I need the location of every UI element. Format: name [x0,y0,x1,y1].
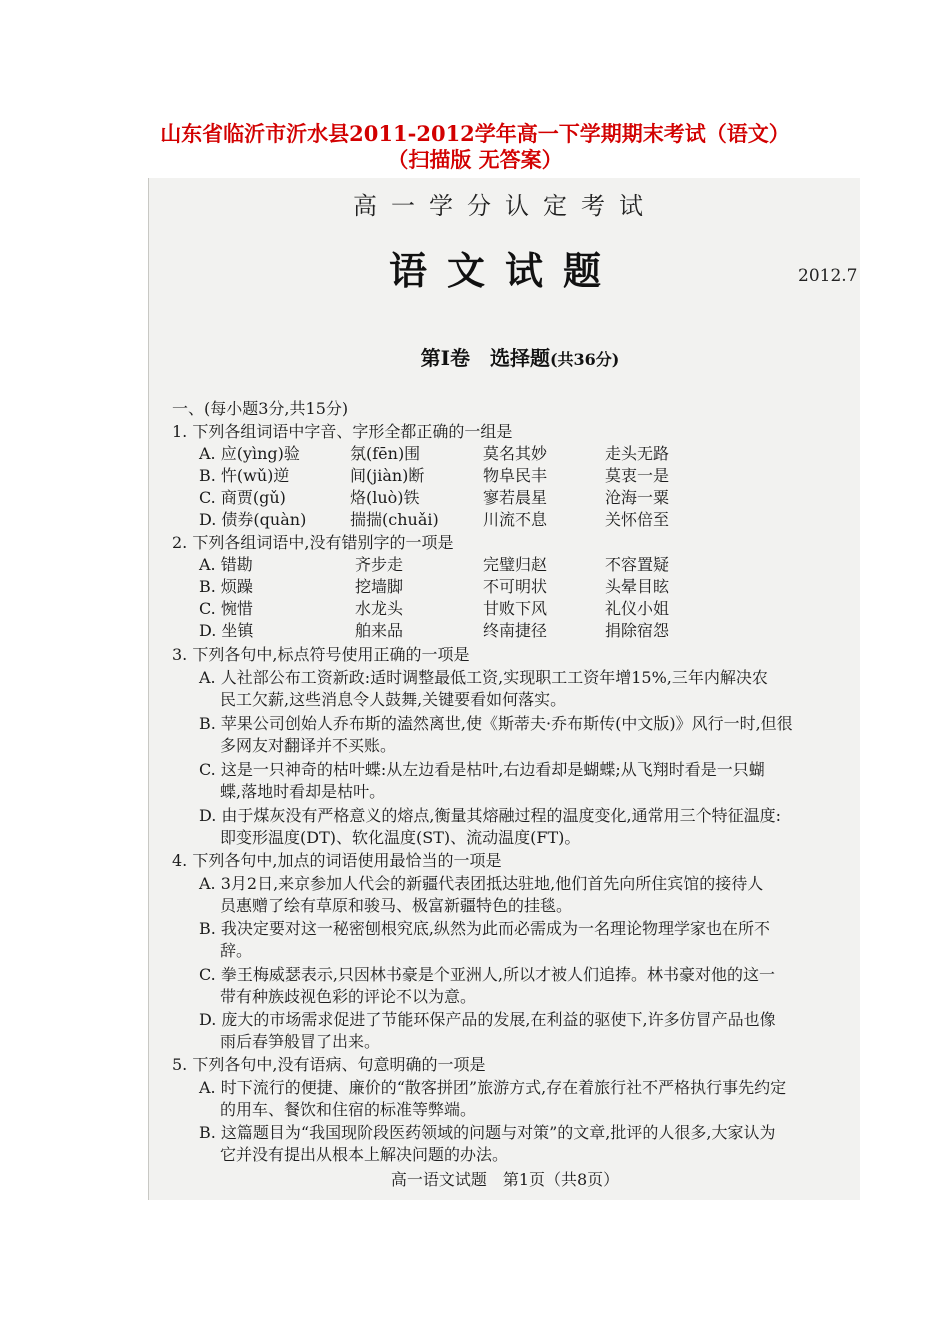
option-cell: 水龙头 [355,599,404,618]
option-cell: A. 应(yìng)验 [199,444,300,463]
option-cell: 间(jiàn)断 [350,466,425,485]
option-text: 它并没有提出从根本上解决问题的办法。 [220,1145,509,1164]
option-cell: 揣揣(chuǎi) [350,510,439,529]
option-cell: 莫衷一是 [605,466,670,485]
document-title-line1: 山东省临沂市沂水县2011-2012学年高一下学期期末考试（语文） [160,121,790,146]
scan-edge [148,178,149,1200]
option-text: 蝶,落地时看却是枯叶。 [220,782,386,801]
option-cell: 完璧归赵 [483,555,548,574]
option-cell: 齐步走 [355,555,404,574]
option-text: A. 人社部公布工资新政:适时调整最低工资,实现职工工资年增15%,三年内解决农 [199,668,768,687]
option-cell: 川流不息 [483,510,548,529]
option-text: C. 拳王梅威瑟表示,只因林书豪是个亚洲人,所以才被人们追捧。林书豪对他的这一 [199,965,776,984]
option-cell: 莫名其妙 [483,444,548,463]
option-cell: 不可明状 [483,577,548,596]
option-cell: 不容置疑 [605,555,670,574]
part-score: (共36分) [549,350,620,369]
option-cell: 氛(fēn)围 [350,444,421,463]
option-cell: 舶来品 [355,621,404,640]
option-cell: A. 错勘 [199,555,253,574]
option-cell: 捐除宿怨 [605,621,670,640]
option-cell: D. 坐镇 [199,621,254,640]
option-cell: C. 惋惜 [199,599,253,618]
option-text: B. 我决定要对这一秘密刨根究底,纵然为此而必需成为一名理论物理学家也在所不 [199,919,771,938]
option-cell: 甘败下风 [483,599,548,618]
page-footer: 高一语文试题 第1页（共8页） [390,1170,620,1189]
option-cell: C. 商贾(gǔ) [199,488,286,507]
option-cell: 走头无路 [605,444,670,463]
option-text: 员惠赠了绘有草原和骏马、极富新疆特色的挂毯。 [220,896,573,915]
option-cell: 礼仪小姐 [605,599,670,618]
option-text: B. 这篇题目为“我国现阶段医药领域的问题与对策”的文章,批评的人很多,大家认为 [199,1123,776,1142]
option-cell: 物阜民丰 [483,466,548,485]
option-text: A. 3月2日,来京参加人代会的新疆代表团抵达驻地,他们首先向所住宾馆的接待人 [199,874,764,893]
option-text: A. 时下流行的便捷、廉价的“散客拼团”旅游方式,存在着旅行社不严格执行事先约定 [199,1078,787,1097]
option-text: 带有种族歧视色彩的评论不以为意。 [220,987,477,1006]
option-text: 多网友对翻译并不买账。 [220,736,397,755]
question-stem: 1. 下列各组词语中字音、字形全都正确的一组是 [172,422,513,441]
question-stem: 2. 下列各组词语中,没有错别字的一项是 [172,533,454,552]
option-cell: 寥若晨星 [483,488,548,507]
option-text: C. 这是一只神奇的枯叶蝶:从左边看是枯叶,右边看却是蝴蝶;从飞翔时看是一只蝴 [199,760,765,779]
option-cell: 挖墙脚 [355,577,404,596]
exam-subject-title: 语文试题 [388,248,621,293]
option-text: B. 苹果公司创始人乔布斯的溘然离世,使《斯蒂夫·乔布斯传(中文版)》风行一时,但很 [199,714,793,733]
option-cell: 头晕目眩 [605,577,670,596]
exam-heading: 高一学分认定考试 [353,192,657,220]
question-stem: 3. 下列各句中,标点符号使用正确的一项是 [172,645,470,664]
option-text: D. 庞大的市场需求促进了节能环保产品的发展,在利益的驱使下,许多仿冒产品也像 [199,1010,776,1029]
part-title: 第Ⅰ卷 选择题 [420,346,550,370]
exam-date: 2012.7 [798,266,858,286]
section-title: 一、(每小题3分,共15分) [172,399,349,418]
option-cell: 沧海一粟 [605,488,670,507]
document-title-line2: （扫描版 无答案） [387,147,563,172]
option-cell: D. 债券(quàn) [199,510,307,529]
option-cell: 终南捷径 [483,621,548,640]
question-stem: 5. 下列各句中,没有语病、句意明确的一项是 [172,1055,486,1074]
option-text: D. 由于煤灰没有严格意义的熔点,衡量其熔融过程的温度变化,通常用三个特征温度: [199,806,781,825]
option-cell: 关怀倍至 [605,510,670,529]
option-text: 辞。 [220,941,253,960]
option-text: 雨后春笋般冒了出来。 [220,1032,381,1051]
part-heading [0,342,950,371]
option-cell: B. 烦躁 [199,577,253,596]
option-cell: 烙(luò)铁 [350,488,420,507]
option-text: 的用车、餐饮和住宿的标准等弊端。 [220,1100,477,1119]
option-text: 即变形温度(DT)、软化温度(ST)、流动温度(FT)。 [220,828,581,847]
question-stem: 4. 下列各句中,加点的词语使用最恰当的一项是 [172,851,502,870]
option-text: 民工欠薪,这些消息令人鼓舞,关键要看如何落实。 [220,690,567,709]
option-cell: B. 忤(wǔ)逆 [199,466,290,485]
